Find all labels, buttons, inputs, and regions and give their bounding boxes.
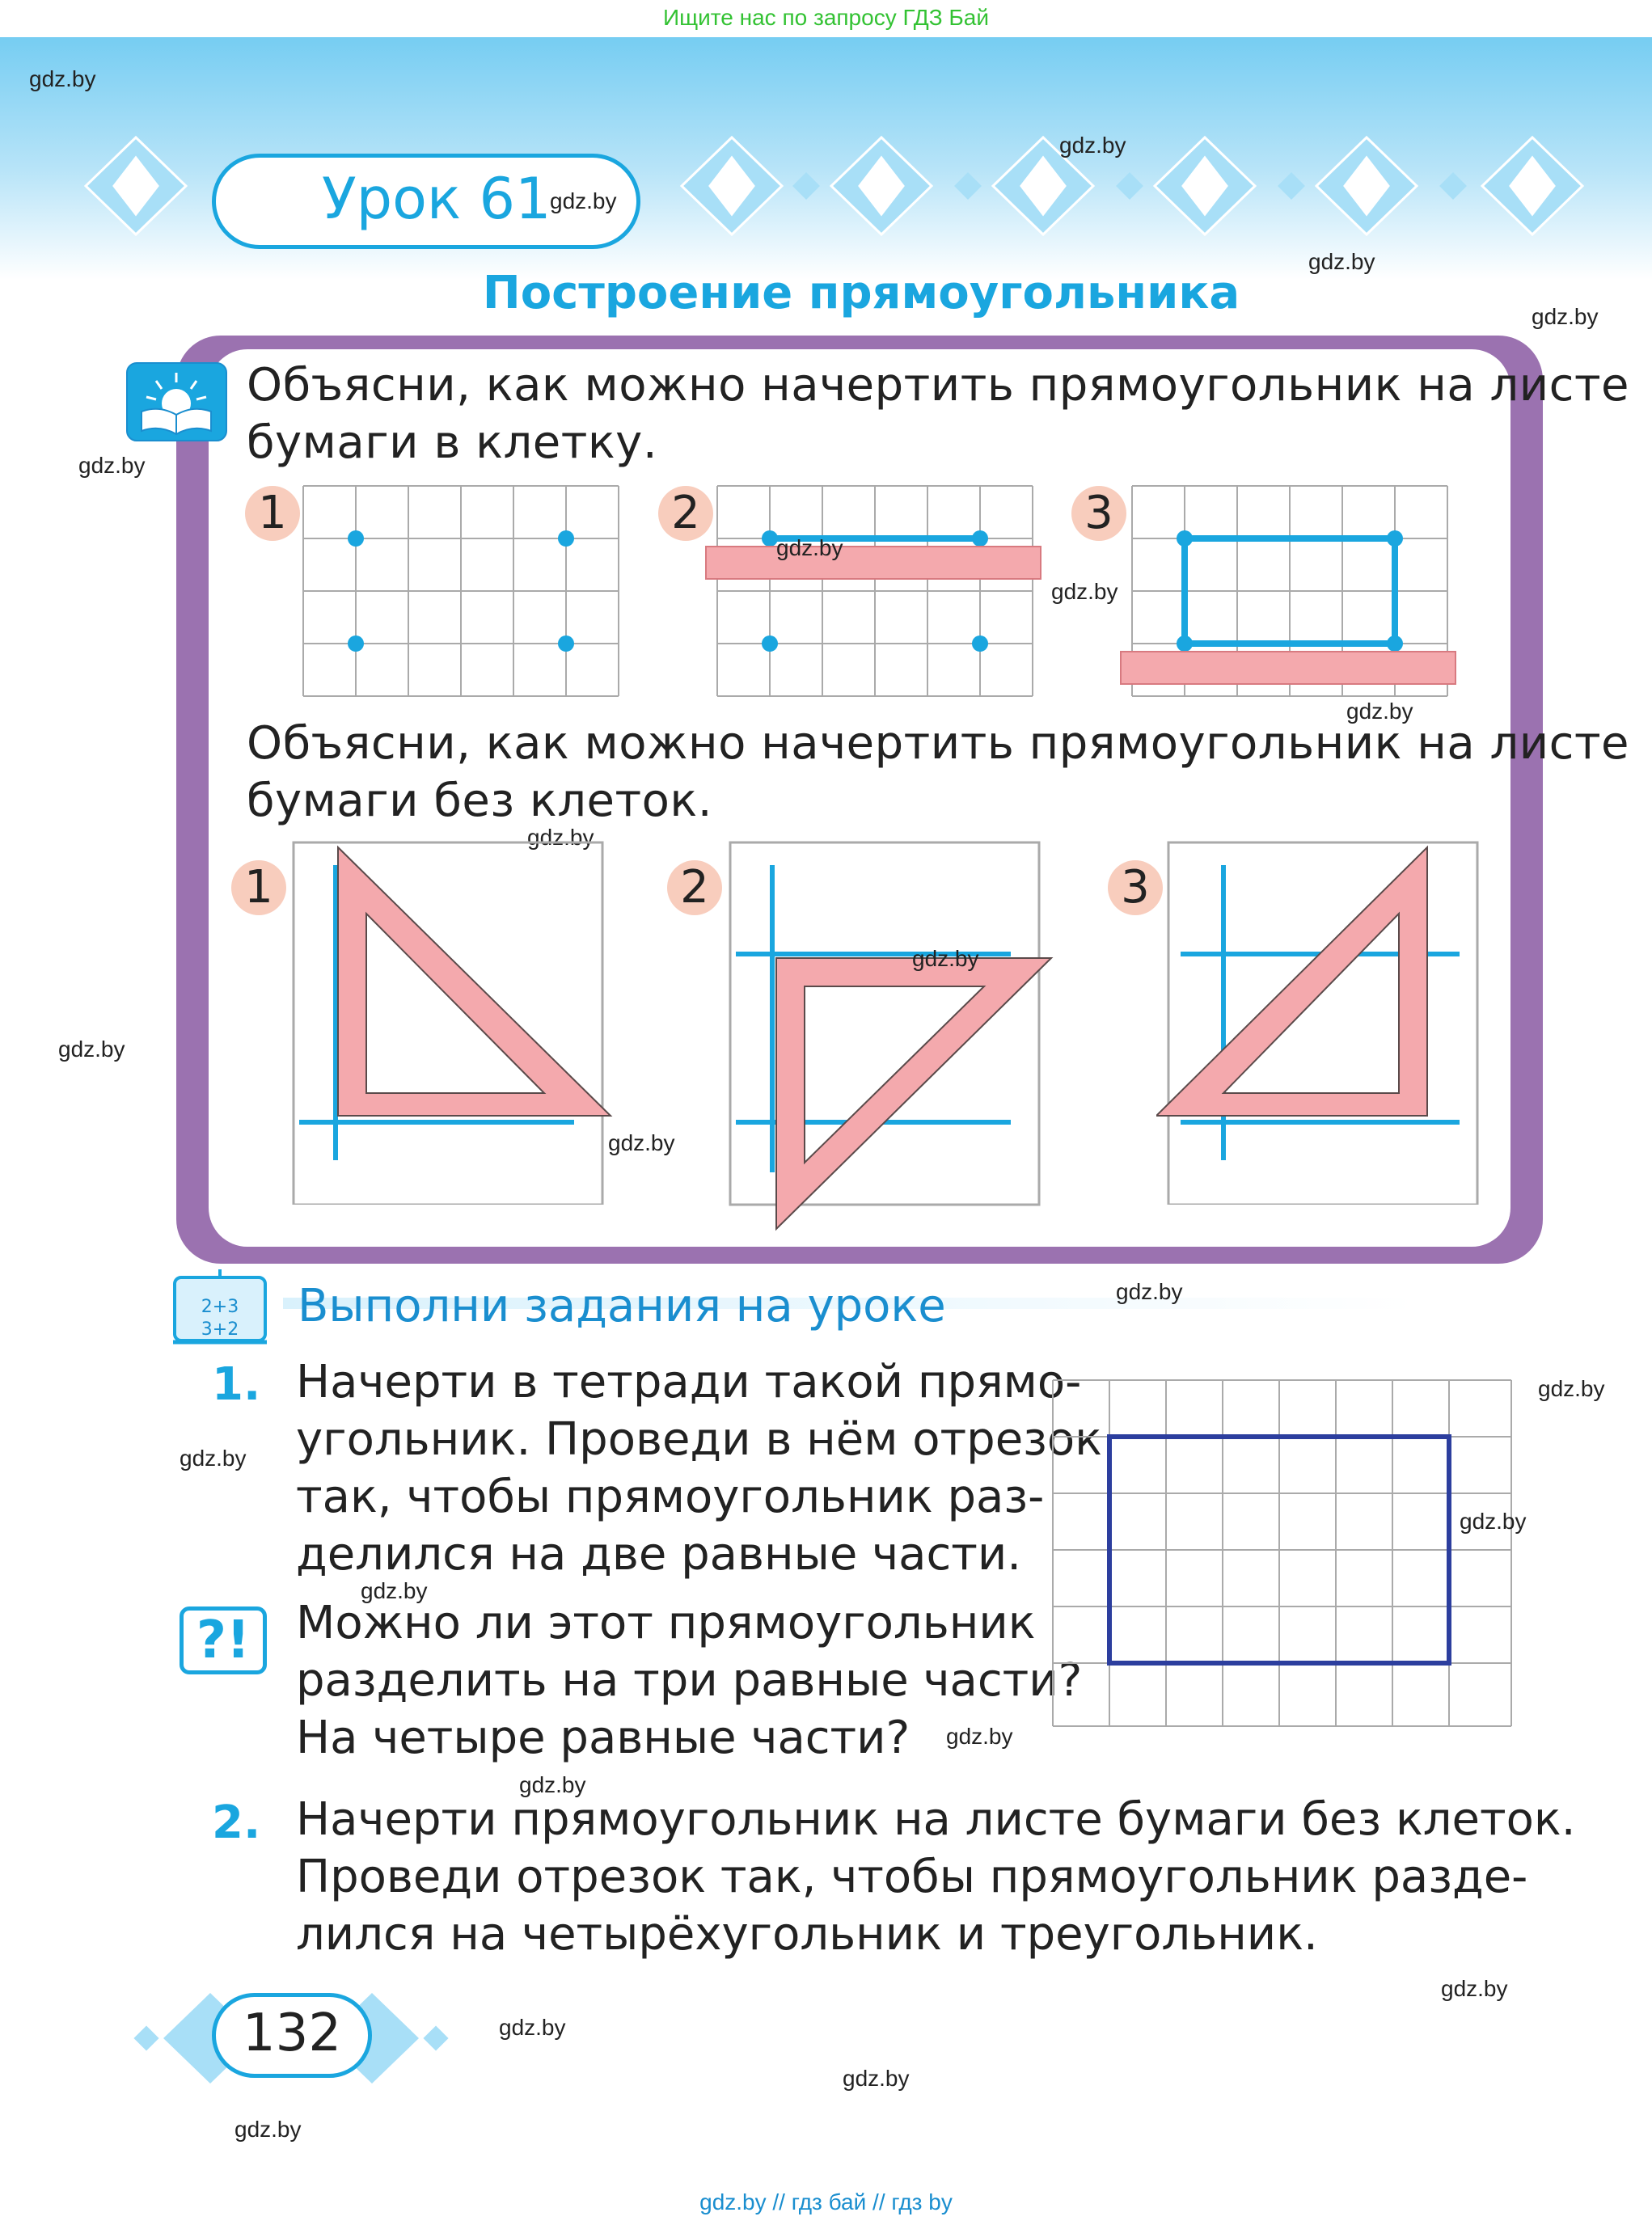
step-label-3: 3 bbox=[1108, 860, 1163, 915]
watermark: gdz.by bbox=[180, 1446, 247, 1471]
explain-grid-line1: Объясни, как можно начертить прямоугольник на листе bbox=[247, 359, 1630, 412]
grid-step1-figure bbox=[302, 485, 619, 697]
step-label-2: 2 bbox=[667, 860, 722, 915]
explain-plain-line1: Объясни, как можно начертить прямоугольник на листе bbox=[247, 717, 1630, 770]
book-sun-icon bbox=[125, 361, 228, 442]
step-label-1: 1 bbox=[245, 486, 300, 541]
grid-step2-figure bbox=[703, 485, 1043, 697]
board-icon-text1: 2+3 bbox=[201, 1297, 239, 1317]
explain-plain-line2: бумаги без клеток. bbox=[247, 775, 712, 827]
task2-number: 2. bbox=[212, 1796, 261, 1849]
plain-step1-figure bbox=[287, 833, 619, 1205]
lesson-topic: Построение прямоугольника bbox=[482, 267, 1240, 319]
page-number: 132 bbox=[242, 2003, 342, 2063]
task2-line2: Проведи отрезок так, чтобы прямоугольник разде- bbox=[296, 1851, 1528, 1903]
point bbox=[348, 530, 364, 547]
step-label-3: 3 bbox=[1071, 486, 1126, 541]
step-label-2: 2 bbox=[658, 486, 713, 541]
task1-line1: Начерти в тетради такой прямо- bbox=[296, 1356, 1082, 1408]
point bbox=[558, 530, 574, 547]
lesson-title: Урок 61 bbox=[322, 166, 551, 232]
task1-number: 1. bbox=[212, 1358, 261, 1411]
question-line1: Можно ли этот прямоугольник bbox=[296, 1597, 1036, 1649]
watermark: gdz.by bbox=[946, 1724, 1013, 1749]
question-icon: ?! bbox=[196, 1611, 251, 1670]
question-line2: разделить на три равные части? bbox=[296, 1654, 1083, 1707]
watermark: gdz.by bbox=[58, 1037, 125, 1062]
watermark: gdz.by bbox=[1346, 699, 1413, 724]
watermark: gdz.by bbox=[1460, 1509, 1527, 1534]
task1-line2: угольник. Проведи в нём отрезок bbox=[296, 1413, 1103, 1466]
point bbox=[558, 635, 574, 652]
ruler bbox=[1121, 652, 1456, 684]
watermark: gdz.by bbox=[499, 2015, 566, 2040]
watermark: gdz.by bbox=[843, 2066, 910, 2091]
grid-step3-figure bbox=[1116, 485, 1457, 697]
watermark: gdz.by bbox=[234, 2117, 302, 2142]
watermark: gdz.by bbox=[29, 66, 96, 91]
watermark: gdz.by bbox=[608, 1130, 675, 1155]
explain-grid-line2: бумаги в клетку. bbox=[247, 416, 658, 469]
board-icon-text2: 3+2 bbox=[201, 1319, 239, 1340]
watermark: gdz.by bbox=[361, 1578, 428, 1603]
task2-line3: лился на четырёхугольник и треугольник. bbox=[296, 1908, 1318, 1961]
watermark: gdz.by bbox=[550, 188, 617, 213]
watermark: gdz.by bbox=[1116, 1279, 1183, 1304]
task2-line1: Начерти прямоугольник на листе бумаги без клеток. bbox=[296, 1793, 1576, 1846]
watermark: gdz.by bbox=[1059, 133, 1126, 158]
watermark: gdz.by bbox=[519, 1772, 586, 1797]
ruler bbox=[706, 547, 1041, 579]
watermark: gdz.by bbox=[527, 825, 594, 850]
task1-rectangle-figure bbox=[1051, 1378, 1514, 1728]
task1-line3: так, чтобы прямоугольник раз- bbox=[296, 1471, 1045, 1523]
plain-step3-figure bbox=[1156, 833, 1496, 1205]
tasks-heading: Выполни задания на уроке bbox=[298, 1280, 946, 1332]
watermark: gdz.by bbox=[776, 535, 843, 560]
watermark: gdz.by bbox=[912, 946, 979, 971]
set-square bbox=[338, 847, 611, 1116]
set-square bbox=[1156, 847, 1427, 1116]
step-label-1: 1 bbox=[231, 860, 286, 915]
plain-step2-figure bbox=[724, 833, 1063, 1237]
watermark: gdz.by bbox=[1532, 304, 1599, 329]
point bbox=[348, 635, 364, 652]
top-banner[interactable]: Ищите нас по запросу ГДЗ Бай bbox=[0, 0, 1652, 37]
set-square bbox=[776, 958, 1051, 1229]
watermark: gdz.by bbox=[1051, 579, 1118, 604]
task1-line4: делился на две равные части. bbox=[296, 1528, 1022, 1581]
watermark: gdz.by bbox=[1308, 249, 1375, 274]
question-line3: На четыре равные части? bbox=[296, 1712, 911, 1764]
watermark: gdz.by bbox=[1441, 1976, 1508, 2001]
bottom-links[interactable]: gdz.by // гдз бай // гдз by bbox=[699, 2189, 953, 2214]
watermark: gdz.by bbox=[78, 453, 146, 478]
watermark: gdz.by bbox=[1538, 1376, 1605, 1401]
